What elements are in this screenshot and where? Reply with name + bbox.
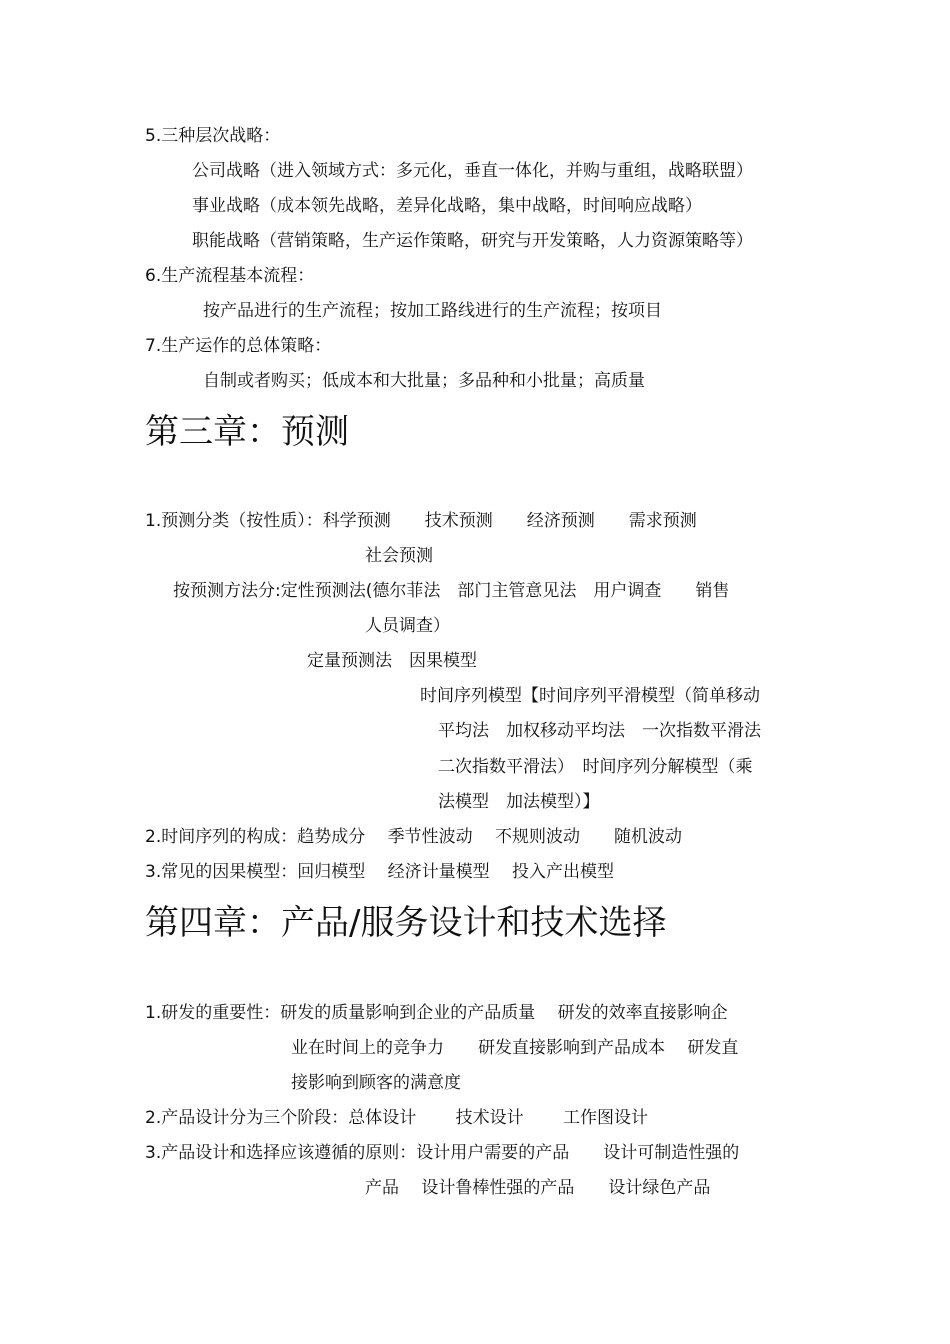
time-series-model-line: 时间序列模型【时间序列平滑模型（简单移动 [420, 686, 760, 706]
time-series-model-cont-2: 二次指数平滑法） 时间序列分解模型（乘 [438, 757, 753, 777]
functional-strategy-line: 职能战略（营销策略，生产运作策略，研究与开发策略，人力资源策略等） [192, 231, 753, 251]
design-principles-cont: 产品 设计鲁棒性强的产品 设计绿色产品 [365, 1178, 711, 1198]
quantitative-method-line: 定量预测法 因果模型 [307, 651, 477, 671]
forecast-method-line: 按预测方法分:定性预测法(德尔菲法 部门主管意见法 用户调查 销售 [173, 581, 730, 601]
time-series-model-cont-3: 法模型 加法模型）】 [438, 792, 600, 812]
process-types-line: 按产品进行的生产流程；按加工路线进行的生产流程；按项目 [203, 301, 662, 321]
time-series-components-line: 2.时间序列的构成：趋势成分 季节性波动 不规则波动 随机波动 [145, 827, 683, 847]
causal-models-line: 3.常见的因果模型：回归模型 经济计量模型 投入产出模型 [145, 862, 615, 882]
section-6-title: 6.生产流程基本流程： [145, 266, 315, 286]
design-stages-line: 2.产品设计分为三个阶段：总体设计 技术设计 工作图设计 [145, 1108, 649, 1128]
chapter-4-heading: 第四章：产品/服务设计和技术选择 [145, 903, 667, 943]
forecast-classification-line: 1.预测分类（按性质）：科学预测 技术预测 经济预测 需求预测 [145, 511, 697, 531]
section-7-title: 7.生产运作的总体策略： [145, 336, 332, 356]
chapter-3-heading: 第三章：预测 [145, 412, 349, 452]
forecast-method-cont-line: 人员调查） [365, 616, 450, 636]
rd-importance-cont-1: 业在时间上的竞争力 研发直接影响到产品成本 研发直 [291, 1038, 739, 1058]
design-principles-line: 3.产品设计和选择应该遵循的原则：设计用户需要的产品 设计可制造性强的 [145, 1143, 740, 1163]
business-strategy-line: 事业战略（成本领先战略，差异化战略，集中战略，时间响应战略） [192, 196, 702, 216]
section-5-title: 5.三种层次战略： [145, 126, 281, 146]
rd-importance-cont-2: 接影响到顾客的满意度 [291, 1073, 461, 1093]
rd-importance-line: 1.研发的重要性：研发的质量影响到企业的产品质量 研发的效率直接影响企 [145, 1003, 728, 1023]
corporate-strategy-line: 公司战略（进入领域方式：多元化，垂直一体化，并购与重组，战略联盟） [192, 161, 753, 181]
overall-strategy-line: 自制或者购买；低成本和大批量；多品种和小批量；高质量 [203, 371, 645, 391]
time-series-model-cont-1: 平均法 加权移动平均法 一次指数平滑法 [438, 721, 761, 741]
social-forecast-line: 社会预测 [365, 546, 433, 566]
